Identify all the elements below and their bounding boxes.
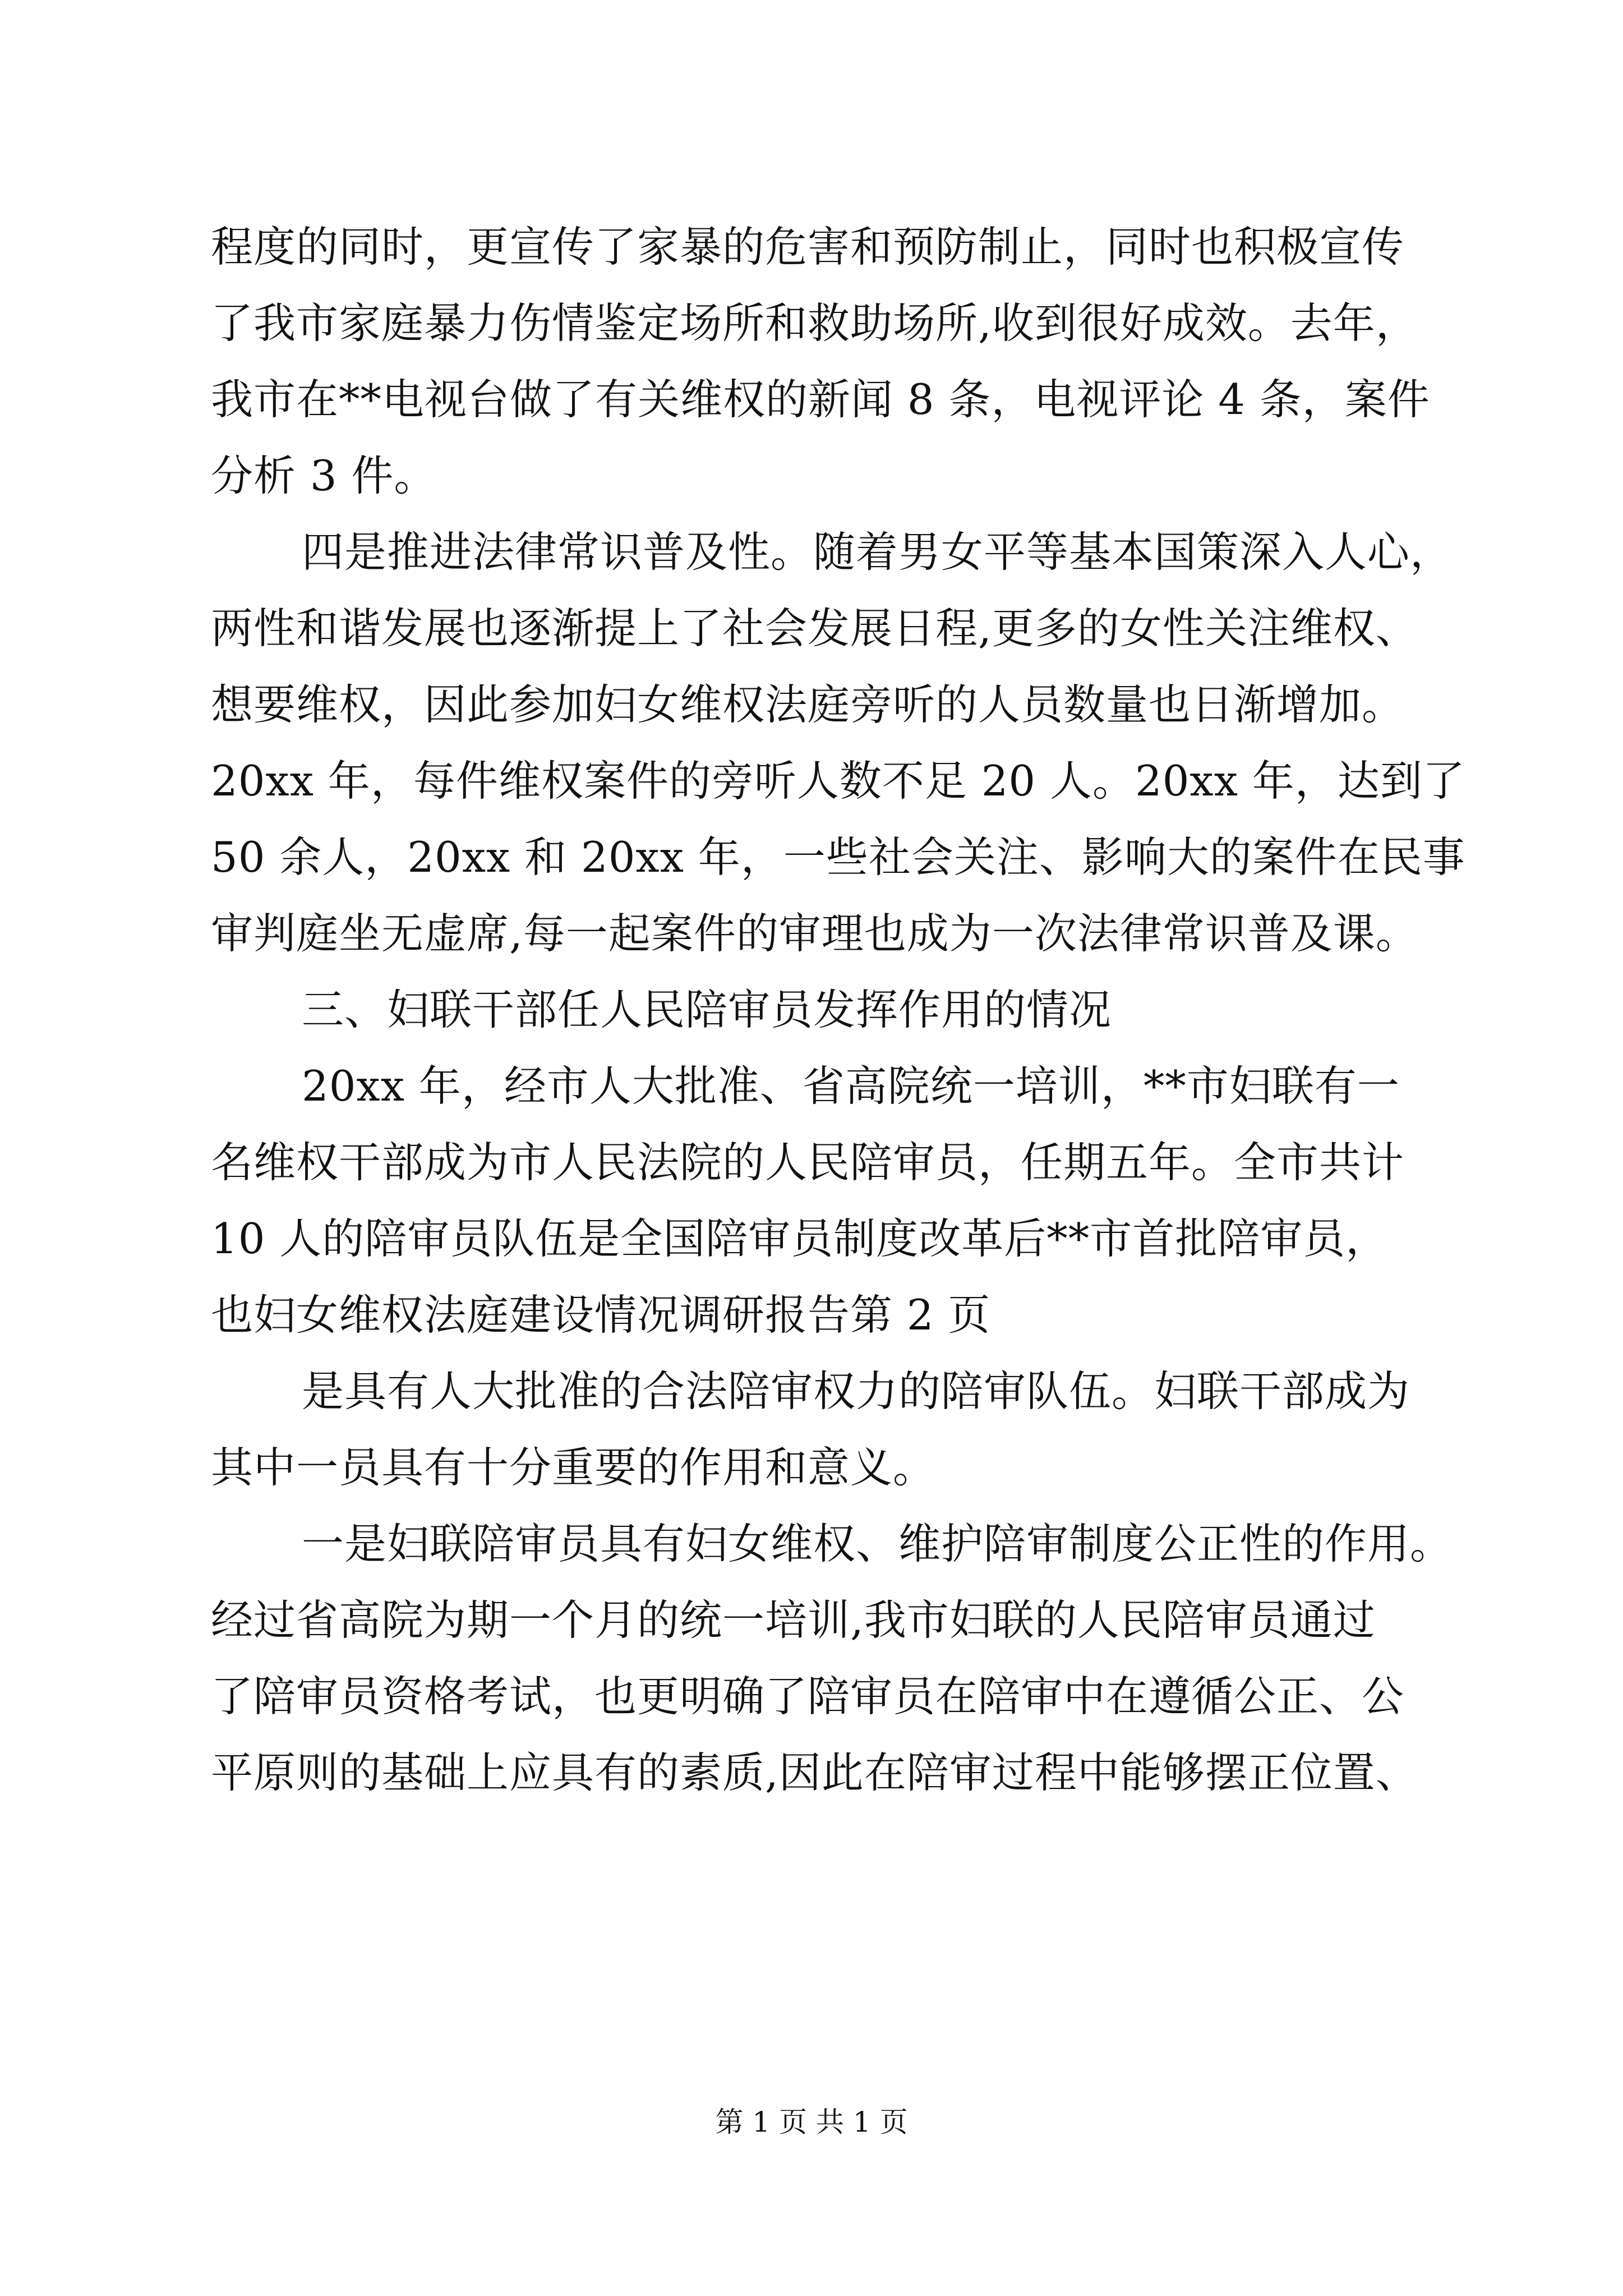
text-line: 分析 3 件。	[211, 451, 437, 500]
text-line: 10 人的陪审员队伍是全国陪审员制度改革后**市首批陪审员，	[211, 1214, 1389, 1263]
text-line: 20xx 年，每件维权案件的旁听人数不足 20 人。20xx 年，达到了	[211, 756, 1465, 806]
text-line: 50 余人，20xx 和 20xx 年，一些社会关注、影响大的案件在民事	[211, 832, 1465, 882]
text-line: 审判庭坐无虚席,每一起案件的审理也成为一次法律常识普及课。	[211, 909, 1418, 958]
text-line: 四是推进法律常识普及性。随着男女平等基本国策深入人心，	[302, 527, 1453, 577]
text-line: 20xx 年，经市人大批准、省高院统一培训，**市妇联有一	[302, 1061, 1400, 1111]
text-line: 其中一员具有十分重要的作用和意义。	[211, 1443, 936, 1492]
text-line: 平原则的基础上应具有的素质,因此在陪审过程中能够摆正位置、	[211, 1748, 1418, 1797]
page-number-label: 第 1 页 共 1 页	[715, 2106, 908, 2138]
text-line: 程度的同时，更宣传了家暴的危害和预防制止，同时也积极宣传	[211, 222, 1405, 272]
text-line: 想要维权，因此参加妇女维权法庭旁听的人员数量也日渐增加。	[211, 680, 1405, 729]
text-line: 我市在**电视台做了有关维权的新闻 8 条，电视评论 4 条，案件	[211, 375, 1430, 424]
text-line: 了陪审员资格考试，也更明确了陪审员在陪审中在遵循公正、公	[211, 1672, 1405, 1721]
text-line: 两性和谐发展也逐渐提上了社会发展日程,更多的女性关注维权、	[211, 604, 1418, 653]
section-heading: 三、妇联干部任人民陪审员发挥作用的情况	[302, 985, 1112, 1034]
text-line: 经过省高院为期一个月的统一培训,我市妇联的人民陪审员通过	[211, 1595, 1376, 1645]
text-line: 一是妇联陪审员具有妇女维权、维护陪审制度公正性的作用。	[302, 1519, 1453, 1568]
text-line: 是具有人大批准的合法陪审权力的陪审队伍。妇联干部成为	[302, 1366, 1410, 1416]
text-line: 名维权干部成为市人民法院的人民陪审员，任期五年。全市共计	[211, 1138, 1405, 1187]
text-line: 了我市家庭暴力伤情鉴定场所和救助场所,收到很好成效。去年，	[211, 298, 1418, 348]
page-footer	[0, 2102, 1623, 2142]
document-body	[211, 209, 1465, 1811]
text-line: 也妇女维权法庭建设情况调研报告第 2 页	[211, 1290, 991, 1340]
